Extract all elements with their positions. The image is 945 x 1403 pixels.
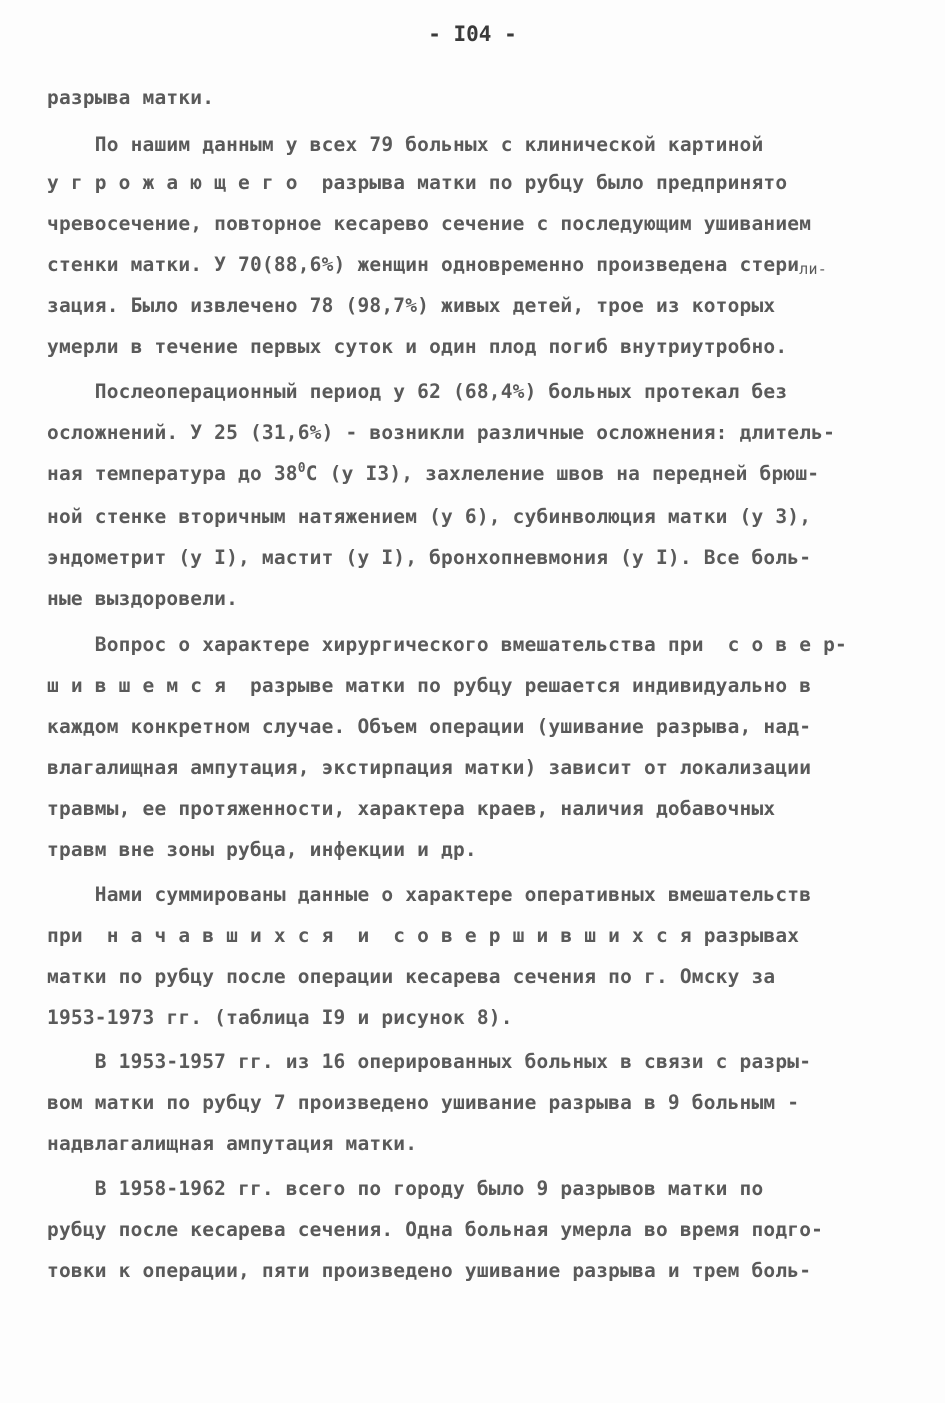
text-line: ш и в ш е м с я разрыве матки по рубцу решается индивидуально в xyxy=(47,674,812,697)
text-line: травм вне зоны рубца, инфекции и др. xyxy=(47,838,477,861)
hyphen-tail: ли- xyxy=(799,260,827,278)
text-line-with-hyphen xyxy=(47,253,827,276)
text-line: травмы, ее протяженности, характера краев, наличия добавочных xyxy=(47,797,776,820)
degree-superscript: 0 xyxy=(297,461,306,476)
text-line-with-superscript xyxy=(47,462,819,485)
text-line: стенки матки. У 70(88,6%) женщин одновременно произведена стери xyxy=(47,253,800,276)
page-number: - I04 - xyxy=(428,22,517,46)
text-line: товки к операции, пяти произведено ушивание разрыва и трем боль- xyxy=(47,1259,812,1282)
text-line: В 1958-1962 гг. всего по городу было 9 разрывов матки по xyxy=(47,1177,764,1200)
text-line: чревосечение, повторное кесарево сечение с последующим ушиванием xyxy=(47,212,812,235)
text-line: В 1953-1957 гг. из 16 оперированных больных в связи с разры- xyxy=(47,1050,812,1073)
text-line: Вопрос о характере хирургического вмешательства при с о в е р- xyxy=(47,633,847,656)
text-line: влагалищная ампутация, экстирпация матки) зависит от локализации xyxy=(47,756,812,779)
text-line: ные выздоровели. xyxy=(47,587,239,610)
text-line: Послеоперационный период у 62 (68,4%) больных протекал без xyxy=(47,380,788,403)
text-line: разрыва матки. xyxy=(47,86,215,109)
text-line: рубцу после кесарева сечения. Одна больная умерла во время подго- xyxy=(47,1218,824,1241)
text-line: 1953-1973 гг. (таблица I9 и рисунок 8). xyxy=(47,1006,513,1029)
text-line: осложнений. У 25 (31,6%) - возникли различные осложнения: длитель- xyxy=(47,421,836,444)
text-line: каждом конкретном случае. Объем операции (ушивание разрыва, над- xyxy=(47,715,812,738)
text-line: По нашим данным у всех 79 больных с клинической картиной xyxy=(47,133,764,156)
text-line: ной стенке вторичным натяжением (у 6), субинволюция матки (у 3), xyxy=(47,505,812,528)
text-line: вом матки по рубцу 7 произведено ушивание разрыва в 9 больным - xyxy=(47,1091,800,1114)
text-line: при н а ч а в ш и х с я и с о в е р ш и в ш и х с я разрывах xyxy=(47,924,800,947)
text-line-rest: С (у I3), захлеление швов на передней брюш- xyxy=(305,462,820,485)
text-line: матки по рубцу после операции кесарева сечения по г. Омску за xyxy=(47,965,776,988)
text-line: эндометрит (у I), мастит (у I), бронхопневмония (у I). Все боль- xyxy=(47,546,812,569)
text-line: Нами суммированы данные о характере оперативных вмешательств xyxy=(47,883,812,906)
text-line: надвлагалищная ампутация матки. xyxy=(47,1132,418,1155)
text-line: зация. Было извлечено 78 (98,7%) живых детей, трое из которых xyxy=(47,294,776,317)
text-line: умерли в течение первых суток и один плод погиб внутриутробно. xyxy=(47,335,788,358)
text-line: у г р о ж а ю щ е г о разрыва матки по рубцу было предпринято xyxy=(47,171,788,194)
text-line: ная температура до 38 xyxy=(47,462,298,485)
